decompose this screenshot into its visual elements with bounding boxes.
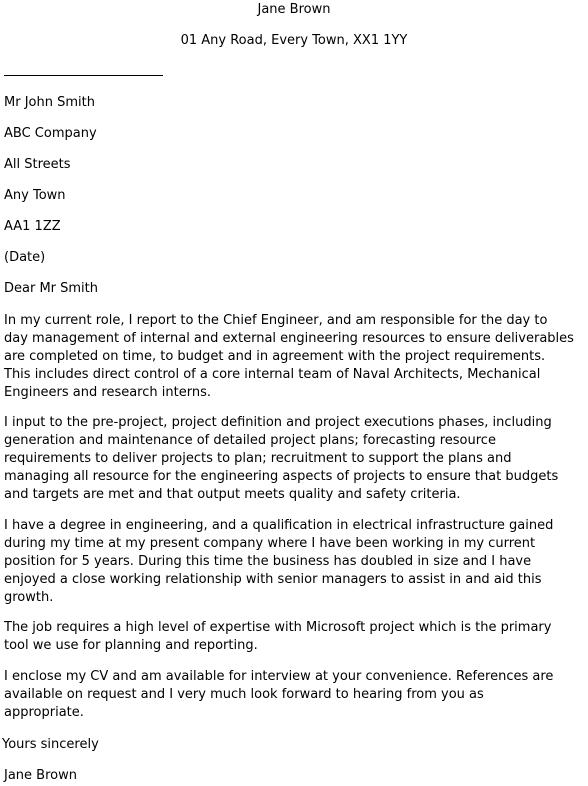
paragraph-line: I enclose my CV and am available for interview at your convenience. References are (4, 669, 554, 684)
paragraph-line: managing all resource for the engineering aspects of projects to ensure that budgets (4, 469, 559, 484)
paragraph-qualifications (4, 517, 582, 607)
paragraph-line: enjoyed a close working relationship with senior managers to assist in and aid this (4, 572, 542, 587)
paragraph-enclosure (4, 668, 582, 722)
paragraph-line: I input to the pre-project, project definition and project executions phases, including (4, 415, 552, 430)
paragraph-line: position for 5 years. During this time the business has doubled in size and I have (4, 554, 532, 569)
signature-name: Jane Brown (4, 768, 77, 783)
paragraph-line: appropriate. (4, 705, 84, 720)
paragraph-line: This includes direct control of a core internal team of Naval Architects, Mechanical (4, 367, 541, 382)
salutation: Dear Mr Smith (4, 281, 99, 296)
paragraph-line: tool we use for planning and reporting. (4, 638, 258, 653)
paragraph-line: I have a degree in engineering, and a qualification in electrical infrastructure gained (4, 518, 554, 533)
paragraph-line: generation and maintenance of detailed project plans; forecasting resource (4, 433, 496, 448)
paragraph-job-requirements (4, 619, 582, 655)
paragraph-line: The job requires a high level of expertise with Microsoft project which is the primary (4, 620, 552, 635)
paragraph-line: during my time at my present company where I have been working in my current (4, 536, 536, 551)
paragraph-line: and targets are met and that output meets quality and safety criteria. (4, 487, 461, 502)
paragraph-line: requirements to deliver projects to plan; recruitment to support the plans and (4, 451, 512, 466)
sender-name: Jane Brown (257, 2, 331, 17)
paragraph-line: are completed on time, to budget and in agreement with the project requirements. (4, 349, 546, 364)
paragraph-project-phases (4, 414, 582, 504)
recipient-town: Any Town (4, 188, 66, 203)
paragraph-line: Engineers and research interns. (4, 385, 211, 400)
recipient-company: ABC Company (4, 126, 97, 141)
recipient-street: All Streets (4, 157, 71, 172)
paragraph-line: day management of internal and external engineering resources to ensure deliverables (4, 331, 574, 346)
paragraph-line: growth. (4, 590, 54, 605)
recipient-postcode: AA1 1ZZ (4, 219, 61, 234)
paragraph-current-role (4, 312, 582, 402)
signature-rule (4, 75, 163, 76)
closing: Yours sincerely (2, 737, 99, 752)
paragraph-line: In my current role, I report to the Chief Engineer, and am responsible for the day to (4, 313, 548, 328)
recipient-name: Mr John Smith (4, 95, 95, 110)
letter-date: (Date) (4, 250, 46, 265)
paragraph-line: available on request and I very much look forward to hearing from you as (4, 687, 484, 702)
sender-address: 01 Any Road, Every Town, XX1 1YY (180, 33, 408, 48)
